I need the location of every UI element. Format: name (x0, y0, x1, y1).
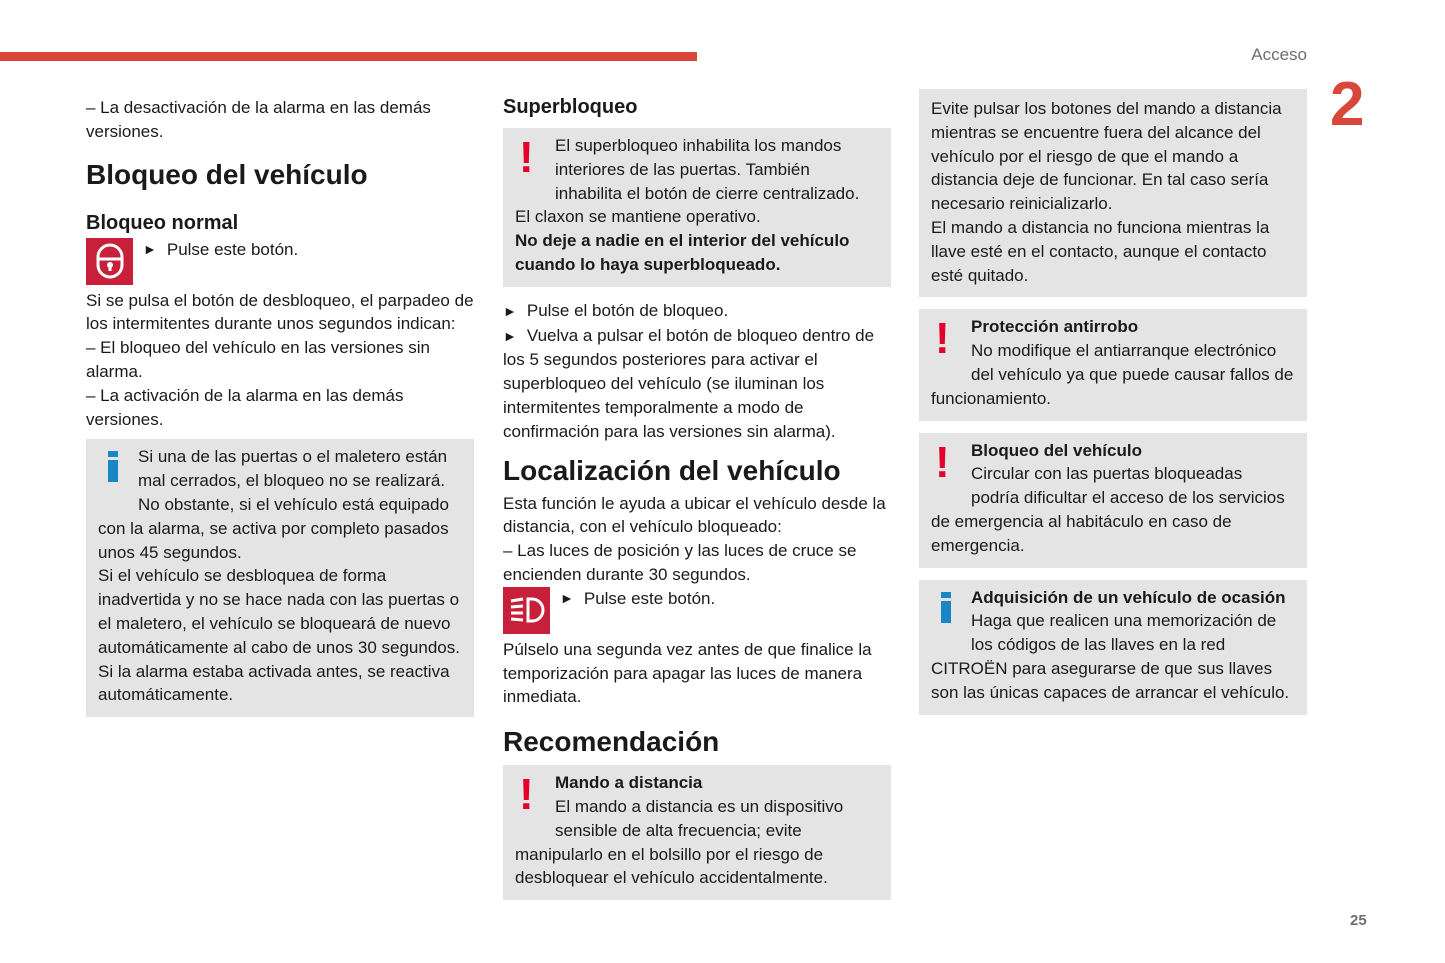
instruction-text: Pulse este botón. (583, 588, 716, 608)
lock-icon (86, 238, 133, 285)
arrow-icon: ► (560, 589, 574, 606)
info-text: Haga que realicen una memorización de los códigos de las llaves en la red CITROËN para asegurarse de que sus llaves son las únicas capaces de arrancar el vehículo. (931, 611, 1290, 702)
arrow-icon: ► (503, 302, 517, 319)
warning-text-2: El claxon se mantiene operativo. (515, 207, 761, 227)
arrow-icon: ► (503, 327, 517, 344)
warning-text: El mando a distancia es un dispositivo sensible de alta frecuencia; evite manipularlo en el bolsillo por el riesgo de desbloquear el vehículo accidentalmente. (515, 796, 844, 888)
list-item: – El bloqueo del vehículo en las versiones sin alarma. (86, 338, 430, 381)
warning-icon: ! (935, 437, 950, 487)
column-2 (503, 96, 891, 912)
warning-box (919, 309, 1307, 420)
instruction-text: Pulse este botón. (166, 239, 299, 259)
warning-title: Mando a distancia (555, 773, 703, 793)
info-icon (935, 588, 961, 634)
list-item: – La activación de la alarma en las demás versiones. (86, 385, 404, 429)
locate-paragraph: Esta función le ayuda a ubicar el vehículo desde la distancia, con el vehículo bloqueado: (503, 493, 886, 537)
section-label: Acceso (1251, 45, 1307, 64)
info-box (919, 580, 1307, 715)
warning-icon: ! (935, 314, 950, 364)
info-text-2: No obstante, si el vehículo está equipado con la alarma, se activa por completo pasados unos 45 segundos. (98, 494, 449, 562)
warning-icon: ! (519, 770, 534, 820)
unlock-paragraph: Si se pulsa el botón de desbloqueo, el parpadeo de los intermitentes durante unos segundos indican: (86, 290, 474, 334)
headlight-icon (503, 587, 550, 634)
column-3 (919, 89, 1307, 727)
header-accent-bar (0, 52, 697, 61)
heading-recomendacion: Recomendación (503, 726, 720, 758)
note-box (919, 89, 1307, 297)
locate-paragraph-2: Púlselo una segunda vez antes de que finalice la temporización para apagar las luces de manera inmediata. (503, 639, 872, 707)
note-text-1: Evite pulsar los botones del mando a distancia mientras se encuentre fuera del alcance del vehículo por el riesgo de que el mando a distancia deje de funcionar. En tal caso sería necesario reinicializarlo. (931, 99, 1282, 214)
warning-box (919, 433, 1307, 568)
warning-text-1: El superbloqueo inhabilita los mandos interiores de las puertas. También inhabilita el botón de cierre centralizado. (555, 136, 860, 203)
step-item: ► Vuelva a pulsar el botón de bloqueo dentro de los 5 segundos posteriores para activar el superbloqueo del vehículo (se iluminan los intermitentes temporalmente a modo de confirmación para las versiones sin alarma). (503, 325, 875, 441)
info-text-1: Si una de las puertas o el maletero están mal cerrados, el bloqueo no se realizará. (138, 447, 448, 491)
info-box (86, 439, 474, 717)
heading-bloqueo-vehiculo: Bloqueo del vehículo (86, 158, 368, 190)
warning-text: No modifique el antiarranque electrónico del vehículo ya que puede causar fallos de funcionamiento. (931, 341, 1294, 408)
subheading-superbloqueo: Superbloqueo (503, 96, 638, 118)
note-text-2: El mando a distancia no funciona mientras la llave esté en el contacto, aunque el contacto esté quitado. (931, 217, 1270, 285)
warning-box (503, 765, 891, 900)
warning-bold-text: No deje a nadie en el interior del vehículo cuando lo haya superbloqueado. (515, 231, 850, 274)
subheading-bloqueo-normal: Bloqueo normal (86, 211, 239, 234)
warning-box (503, 128, 891, 287)
list-item: – Las luces de posición y las luces de cruce se encienden durante 30 segundos. (503, 541, 857, 584)
warning-title: Protección antirrobo (971, 317, 1139, 337)
chapter-number: 2 (1330, 70, 1365, 139)
column-1 (86, 96, 474, 729)
warning-text: Circular con las puertas bloqueadas podría dificultar el acceso de los servicios de emergencia al habitáculo en caso de emergencia. (931, 464, 1285, 555)
info-text-3: Si el vehículo se desbloquea de forma inadvertida y no se hace nada con las puertas o el maletero, el vehículo se bloqueará de nuevo automáticamente al cabo de unos 30 segundos. Si la alarma estaba activada antes, se reactiva automáticamente. (98, 566, 460, 705)
headlight-button-instruction (503, 587, 891, 636)
page-number: 25 (1350, 912, 1367, 929)
warning-title: Bloqueo del vehículo (971, 440, 1142, 460)
intro-text: – La desactivación de la alarma en las demás versiones. (86, 98, 431, 141)
lock-button-instruction (86, 238, 474, 287)
warning-icon: ! (519, 133, 534, 182)
step-item: ► Pulse el botón de bloqueo. (503, 300, 729, 320)
arrow-icon: ► (143, 240, 157, 257)
info-title: Adquisición de un vehículo de ocasión (971, 587, 1286, 607)
heading-localizacion: Localización del vehículo (503, 454, 841, 486)
info-icon (102, 447, 128, 493)
